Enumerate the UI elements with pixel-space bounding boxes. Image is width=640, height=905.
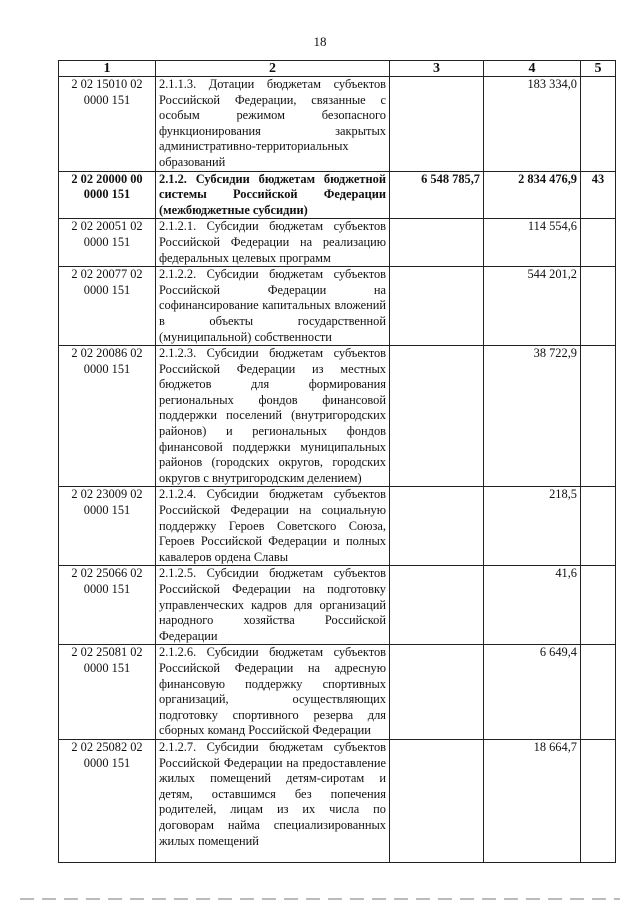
row-description: 2.1.2. Субсидии бюджетам бюджетной системы Российской Федерации (межбюджетные субсидии) — [156, 171, 390, 219]
table-row — [59, 171, 616, 219]
row-col4-value: 6 649,4 — [484, 645, 581, 740]
row-col4-value: 183 334,0 — [484, 77, 581, 172]
row-description: 2.1.2.5. Субсидии бюджетам субъектов Российской Федерации на подготовку управленческих кадров для организаций народного хозяйства Российской Федерации — [156, 566, 390, 645]
table-row — [59, 739, 616, 862]
row-description: 2.1.2.1. Субсидии бюджетам субъектов Российской Федерации на реализацию федеральных целевых программ — [156, 219, 390, 267]
row-description: 2.1.2.7. Субсидии бюджетам субъектов Российской Федерации на предоставление жилых помещений детям-сиротам и детям, оставшимся без попечения родителей, лицам из их числа по договорам найма специализированных жилых помещений — [156, 739, 390, 862]
table-row — [59, 645, 616, 740]
row-col4-value: 218,5 — [484, 487, 581, 566]
row-description: 2.1.2.4. Субсидии бюджетам субъектов Российской Федерации на социальную поддержку Героев Советского Союза, Героев Российской Федерации и полных кавалеров ордена Славы — [156, 487, 390, 566]
row-col3-value — [390, 566, 484, 645]
header-col-4: 4 — [484, 61, 581, 77]
header-col-5: 5 — [581, 61, 616, 77]
row-col5-value — [581, 219, 616, 267]
row-col3-value — [390, 739, 484, 862]
row-code: 2 02 20000 00 0000 151 — [59, 171, 156, 219]
row-code: 2 02 23009 02 0000 151 — [59, 487, 156, 566]
row-code: 2 02 20051 02 0000 151 — [59, 219, 156, 267]
row-col3-value: 6 548 785,7 — [390, 171, 484, 219]
row-col5-value — [581, 487, 616, 566]
row-code: 2 02 20086 02 0000 151 — [59, 346, 156, 487]
row-col5-value — [581, 346, 616, 487]
table-row — [59, 346, 616, 487]
table-row — [59, 219, 616, 267]
row-code: 2 02 25081 02 0000 151 — [59, 645, 156, 740]
header-col-2: 2 — [156, 61, 390, 77]
row-col5-value: 43 — [581, 171, 616, 219]
page-number: 18 — [313, 34, 327, 49]
row-col5-value — [581, 566, 616, 645]
row-col4-value: 18 664,7 — [484, 739, 581, 862]
scan-artifact-line — [20, 898, 620, 900]
row-col5-value — [581, 267, 616, 346]
row-col4-value: 41,6 — [484, 566, 581, 645]
row-col4-value: 2 834 476,9 — [484, 171, 581, 219]
row-code: 2 02 20077 02 0000 151 — [59, 267, 156, 346]
row-description: 2.1.2.3. Субсидии бюджетам субъектов Российской Федерации из местных бюджетов для формирования региональных фондов финансовой поддержки поселений (внутригородских районов) и региональных фондов финансовой поддержки муниципальных районов (городских округов, городских округов с внутригородским делением) — [156, 346, 390, 487]
row-col3-value — [390, 645, 484, 740]
budget-revenue-table — [58, 60, 616, 863]
table-row — [59, 566, 616, 645]
header-col-1: 1 — [59, 61, 156, 77]
table-row — [59, 487, 616, 566]
row-code: 2 02 25082 02 0000 151 — [59, 739, 156, 862]
row-col5-value — [581, 645, 616, 740]
table-row — [59, 267, 616, 346]
row-col3-value — [390, 346, 484, 487]
table-body — [59, 77, 616, 863]
row-col3-value — [390, 487, 484, 566]
row-code: 2 02 25066 02 0000 151 — [59, 566, 156, 645]
row-col5-value — [581, 77, 616, 172]
row-col4-value: 544 201,2 — [484, 267, 581, 346]
row-col3-value — [390, 219, 484, 267]
row-description: 2.1.2.6. Субсидии бюджетам субъектов Российской Федерации на адресную финансовую поддержку спортивных организаций, осуществляющих подготовку спортивного резерва для сборных команд Российской Федерации — [156, 645, 390, 740]
row-description: 2.1.2.2. Субсидии бюджетам субъектов Российской Федерации на софинансирование капитальных вложений в объекты государственной (муниципальной) собственности — [156, 267, 390, 346]
header-col-3: 3 — [390, 61, 484, 77]
row-col3-value — [390, 77, 484, 172]
row-code: 2 02 15010 02 0000 151 — [59, 77, 156, 172]
table-row — [59, 77, 616, 172]
table-header-row — [59, 61, 616, 77]
row-col3-value — [390, 267, 484, 346]
row-col5-value — [581, 739, 616, 862]
row-description: 2.1.1.3. Дотации бюджетам субъектов Российской Федерации, связанные с особым режимом безопасного функционирования закрытых административно-территориальных образований — [156, 77, 390, 172]
row-col4-value: 114 554,6 — [484, 219, 581, 267]
row-col4-value: 38 722,9 — [484, 346, 581, 487]
